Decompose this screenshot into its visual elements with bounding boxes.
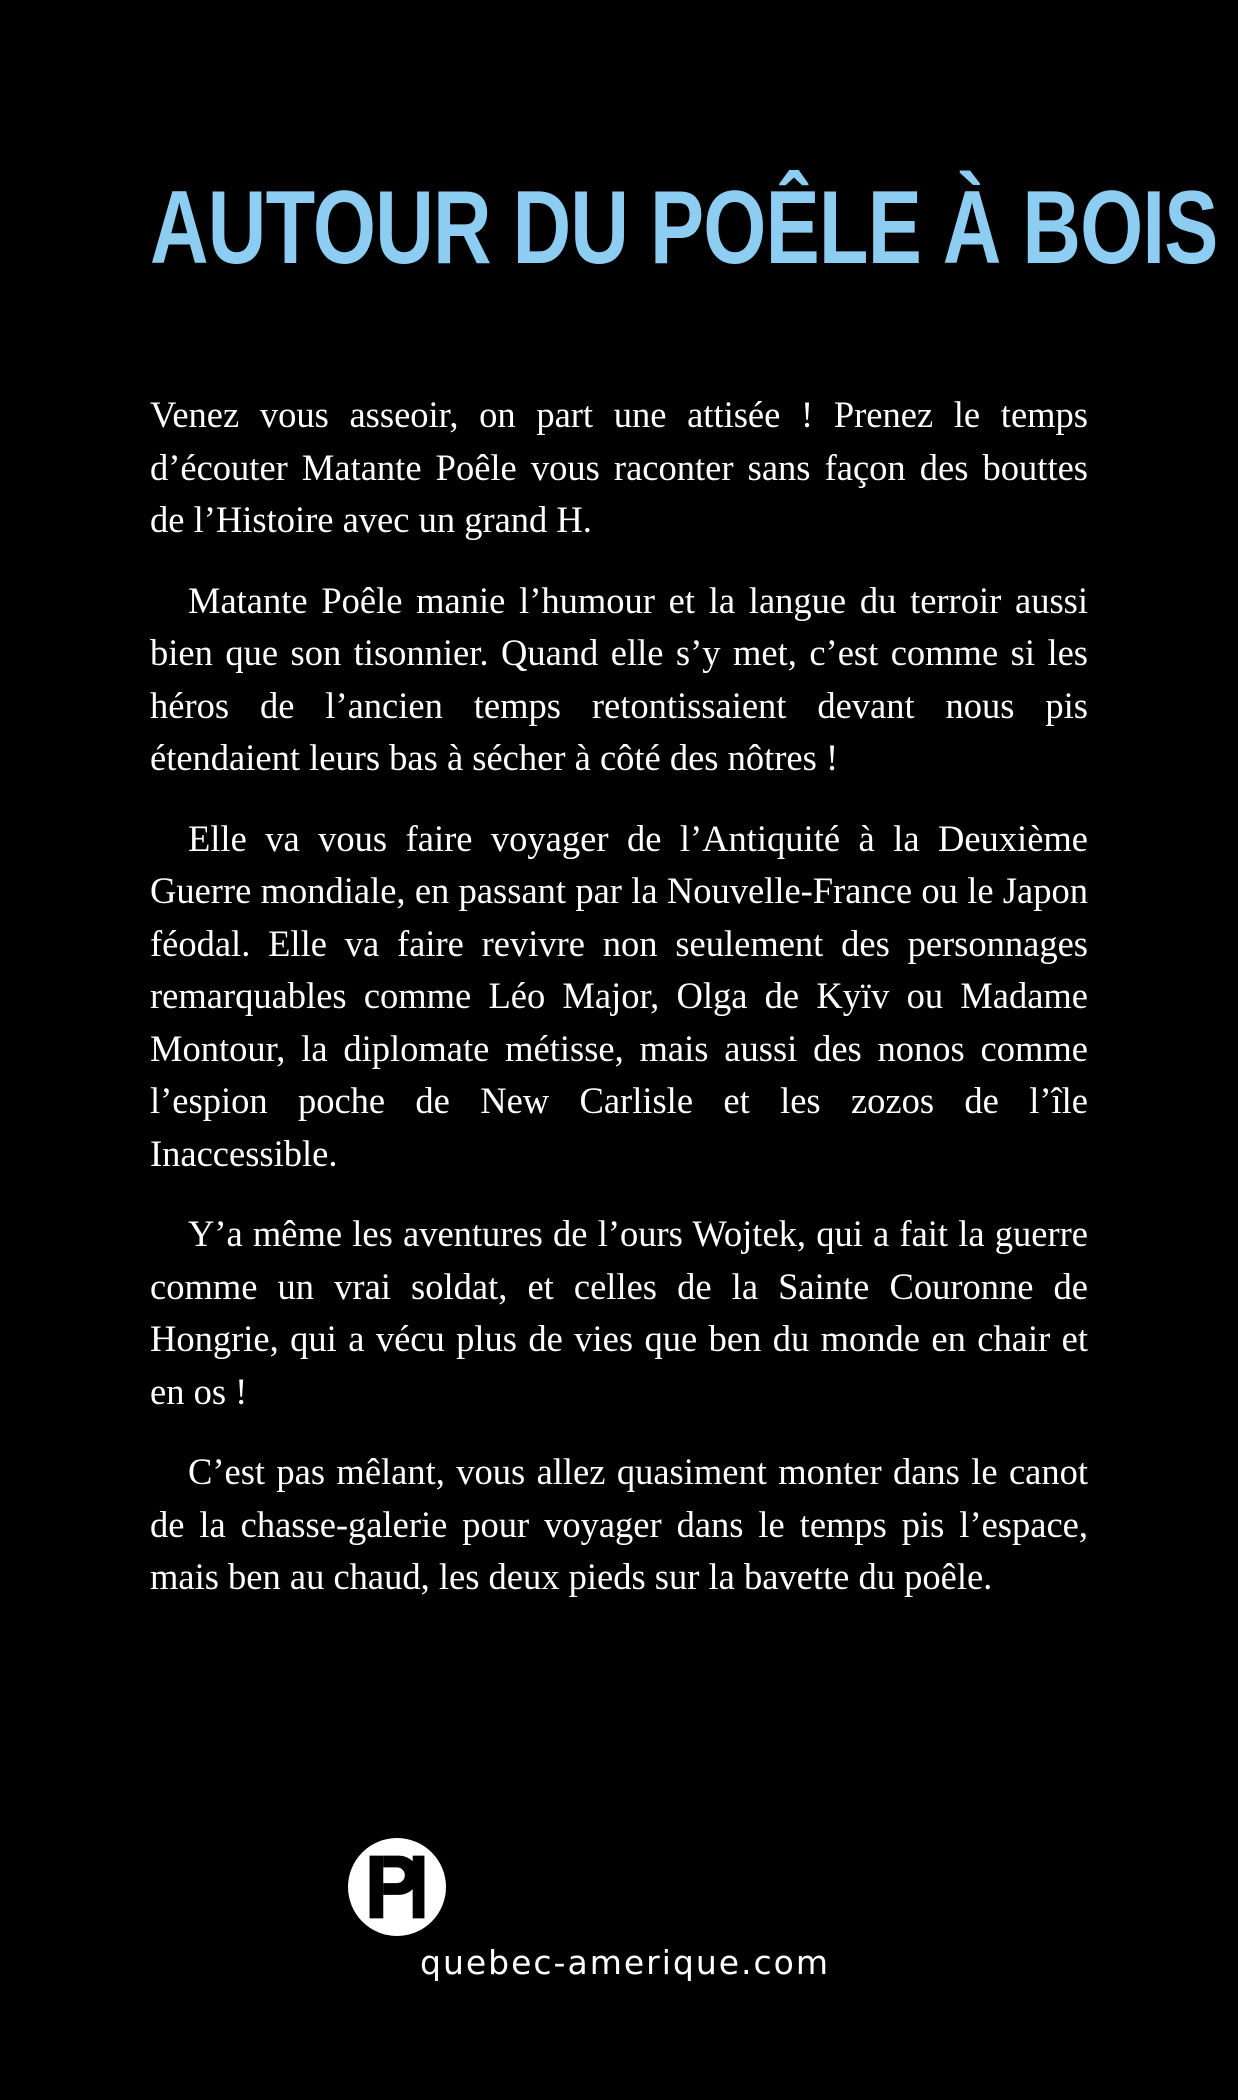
blurb-paragraph: Venez vous asseoir, on part une attisée ! Prenez le temps d’écouter Matante Poêle vous raconter sans façon des bouttes de l’Histoire avec un grand H. [150,394,1088,540]
blurb-paragraph: Matante Poêle manie l’humour et la langue du terroir aussi bien que son tisonnier. Quand elle s’y met, c’est comme si les héros de l’ancien temps retontissaient devant nous pis étendaient leurs bas à sécher à côté des nôtres ! [150,579,1088,778]
blurb-paragraph: Elle va vous faire voyager de l’Antiquité à la Deuxième Guerre mondiale, en passant par la Nouvelle-France ou le Japon féodal. Elle va faire revivre non seulement des personnages remarquables comme Léo Major, Olga de Kyïv ou Madame Montour, la diplomate métisse, mais aussi des nonos comme l’espion poche de New Carlisle et les zozos de l’île Inaccessible. [150,817,1088,1174]
blurb-paragraph: C’est pas mêlant, vous allez quasiment monter dans le canot de la chasse-galerie pour voyager dans le temps pis l’espace, mais ben au chaud, les deux pieds sur la bavette du poêle. [150,1451,1088,1597]
blurb-paragraph: Y’a même les aventures de l’ours Wojtek, qui a fait la guerre comme un vrai soldat, et celles de la Sainte Couronne de Hongrie, qui a vécu plus de vies que ben du monde en chair et en os ! [150,1213,1088,1412]
publisher-logo-icon [348,1838,446,1936]
blurb [150,389,1088,1632]
book-title: AUTOUR DU POÊLE À BOIS [150,170,1218,286]
publisher-website: quebec-amerique.com [420,1943,831,1982]
